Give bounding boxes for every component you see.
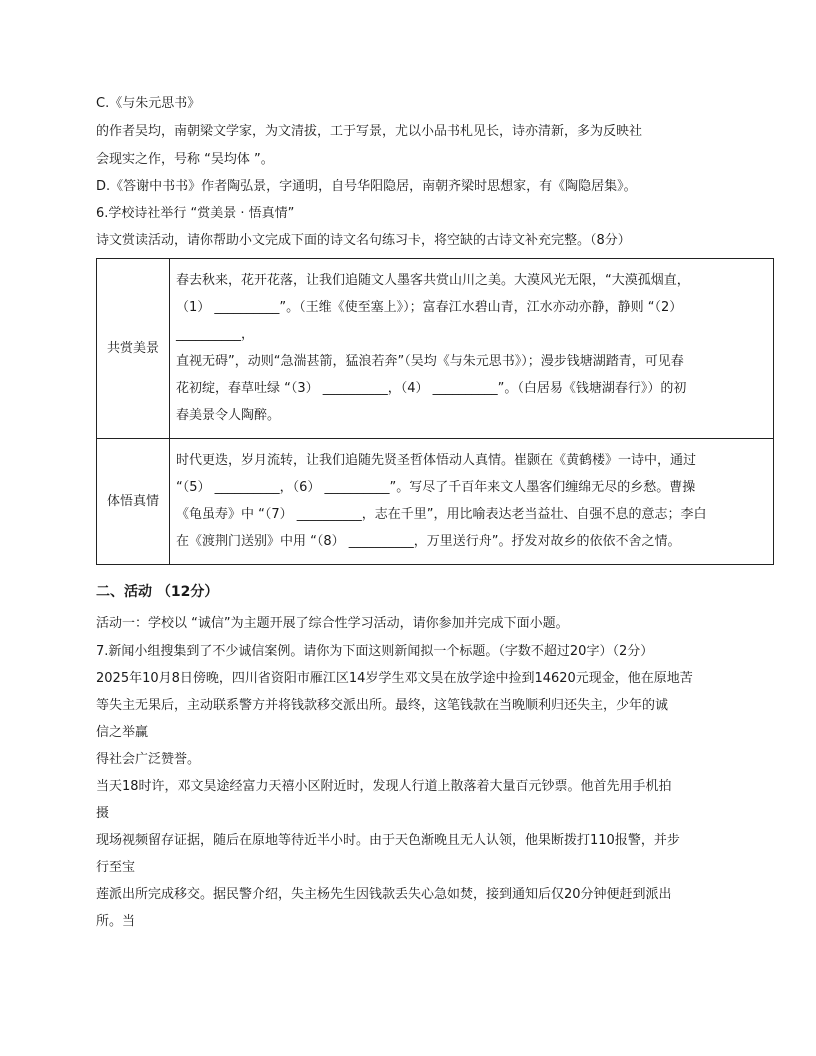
news-text-line: 现场视频留存证据，随后在原地等待近半小时。由于天色渐晚且无人认领，他果断拨打110报警，并步 [96, 833, 680, 848]
news-text-line: 信之举赢 [96, 725, 149, 740]
news-text-line: 所。当 [96, 914, 136, 929]
option-c-title: C.《与朱元思书》 [96, 96, 201, 111]
card-line: 春美景令人陶醉。 [176, 407, 281, 423]
news-text-line: 摄 [96, 806, 110, 821]
card-line: 时代更迭，岁月流转，让我们追随先贤圣哲体悟动人真情。崔颢在《黄鹤楼》一诗中，通过 [176, 452, 697, 468]
card-line-blank-3-4: 花初绽，春草吐绿 “（3） __________，（4） __________”。（白居易《钱塘湖春行》）的初 [176, 380, 687, 396]
activity-1-intro: 活动一：学校以 “诚信”为主题开展了综合性学习活动，请你参加并完成下面小题。 [96, 616, 569, 631]
news-text-line: 等失主无果后，主动联系警方并将钱款移交派出所。最终，这笔钱款在当晚顺利归还失主，少年的诚 [96, 698, 669, 713]
option-c-text-line-2: 会现实之作，号称 “吴均体 ”。 [96, 152, 274, 167]
question-6-title: 6.学校诗社举行 “赏美景 · 悟真情” [96, 206, 295, 221]
card-line-blank-1: （1） __________”。（王维《使至塞上》）；富春江水碧山青，江水亦动亦静，静则 “（2） [176, 299, 683, 315]
option-c-text-line-1: 的作者吴均，南朝梁文学家，为文清拔，工于写景，尤以小品书札见长，诗亦清新，多为反映社 [96, 124, 643, 139]
card-line-blank-7: 《龟虽寿》中 “（7） __________，志在千里”，用比喻表达老当益壮、自强不息的意志；李白 [176, 506, 707, 522]
option-d-text: D.《答谢中书书》作者陶弘景，字通明，自号华阳隐居，南朝齐梁时思想家，有《陶隐居集》。 [96, 179, 637, 194]
news-text-line: 得社会广泛赞誉。 [96, 752, 201, 767]
row-label-feelings: 体悟真情 [97, 439, 170, 565]
poem-practice-card [96, 258, 774, 565]
card-line: 直视无碍”，动则“急湍甚箭，猛浪若奔”（吴均《与朱元思书》）；漫步钱塘湖踏青，可见春 [176, 353, 684, 369]
card-line-blank-5-6: “（5） __________，（6） __________”。写尽了千百年来文人墨客们缠绵无尽的乡愁。曹操 [176, 479, 696, 495]
news-text-line: 行至宝 [96, 860, 136, 875]
row-content-scenery [170, 259, 774, 439]
news-text-line: 2025年10月8日傍晚，四川省资阳市雁江区14岁学生邓文昊在放学途中捡到14620元现金，他在原地苦 [96, 671, 693, 686]
news-text-line: 当天18时许，邓文昊途经富力天禧小区附近时，发现人行道上散落着大量百元钞票。他首先用手机拍 [96, 779, 672, 794]
question-7-prompt: 7.新闻小组搜集到了不少诚信案例。请你为下面这则新闻拟一个标题。（字数不超过20字）（2分） [96, 644, 654, 659]
table-row [97, 259, 774, 439]
row-content-feelings [170, 439, 774, 565]
news-text-line: 莲派出所完成移交。据民警介绍，失主杨先生因钱款丢失心急如焚，接到通知后仅20分钟便赶到派出 [96, 887, 672, 902]
card-line-blank-8: 在《渡荆门送别》中用 “（8） __________，万里送行舟”。抒发对故乡的依依不舍之情。 [176, 533, 681, 549]
row-label-scenery: 共赏美景 [97, 259, 170, 439]
table-row [97, 439, 774, 565]
question-6-instruction: 诗文赏读活动，请你帮助小文完成下面的诗文名句练习卡，将空缺的古诗文补充完整。（8分） [96, 233, 631, 248]
card-line: 春去秋来，花开花落，让我们追随文人墨客共赏山川之美。大漠风光无限，“大漠孤烟直， [176, 272, 690, 288]
card-line-blank-2: __________， [176, 326, 255, 342]
section-heading: 二、活动 （12分） [96, 584, 219, 600]
